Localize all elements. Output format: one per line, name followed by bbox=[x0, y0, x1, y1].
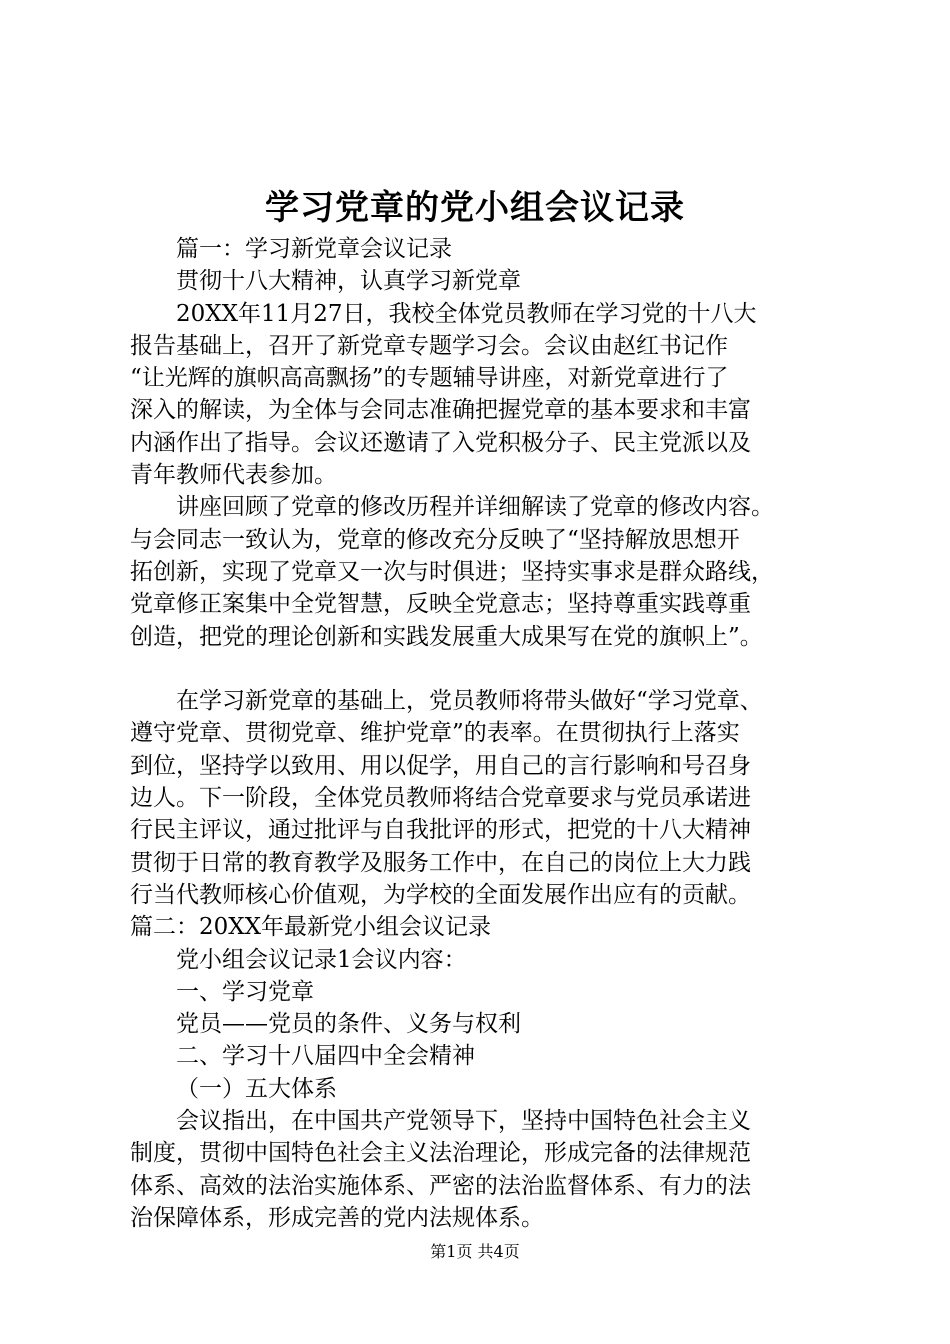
text-line: 报告基础上，召开了新党章专题学习会。会议由赵红书记作 bbox=[130, 332, 728, 359]
document-body bbox=[130, 233, 850, 1234]
text-line: 贯彻十八大精神，认真学习新党章 bbox=[176, 268, 521, 295]
text-line: 拓创新，实现了党章又一次与时俱进；坚持实事求是群众路线， bbox=[130, 558, 774, 585]
text-line: 党章修正案集中全党智慧，反映全党意志；坚持尊重实践尊重 bbox=[130, 591, 751, 618]
text-line: 创造，把党的理论创新和实践发展重大成果写在党的旗帜上”。 bbox=[130, 623, 763, 650]
text-line: 深入的解读，为全体与会同志准确把握党章的基本要求和丰富 bbox=[130, 397, 751, 424]
text-line: （一）五大体系 bbox=[176, 1075, 337, 1102]
text-line: 与会同志一致认为，党章的修改充分反映了“坚持解放思想开 bbox=[130, 526, 740, 553]
text-line: “让光辉的旗帜高高飘扬”的专题辅导讲座，对新党章进行了 bbox=[130, 365, 729, 392]
text-line: 二、学习十八届四中全会精神 bbox=[176, 1043, 475, 1070]
text-line: 党小组会议记录1会议内容： bbox=[176, 946, 467, 973]
text-line: 贯彻于日常的教育教学及服务工作中，在自己的岗位上大力践 bbox=[130, 849, 751, 876]
document-title: 学习党章的党小组会议记录 bbox=[265, 188, 685, 228]
text-line: 一、学习党章 bbox=[176, 978, 314, 1005]
text-line: 讲座回顾了党章的修改历程并详细解读了党章的修改内容。 bbox=[176, 494, 774, 521]
text-line: 在学习新党章的基础上，党员教师将带头做好“学习党章、 bbox=[176, 688, 763, 715]
text-line: 内涵作出了指导。会议还邀请了入党积极分子、民主党派以及 bbox=[130, 429, 751, 456]
text-line: 治保障体系，形成完善的党内法规体系。 bbox=[130, 1204, 544, 1231]
text-line: 边人。下一阶段，全体党员教师将结合党章要求与党员承诺进 bbox=[130, 785, 751, 812]
text-line: 篇二：20XX年最新党小组会议记录 bbox=[130, 914, 492, 941]
text-line: 到位，坚持学以致用、用以促学，用自己的言行影响和号召身 bbox=[130, 752, 751, 779]
text-line: 制度，贯彻中国特色社会主义法治理论，形成完备的法律规范 bbox=[130, 1140, 751, 1167]
text-line: 遵守党章、贯彻党章、维护党章”的表率。在贯彻执行上落实 bbox=[130, 720, 740, 747]
text-line: 行当代教师核心价值观，为学校的全面发展作出应有的贡献。 bbox=[130, 881, 751, 908]
text-line: 党员——党员的条件、义务与权利 bbox=[176, 1011, 521, 1038]
blank-line bbox=[130, 653, 850, 685]
text-line: 20XX年11月27日，我校全体党员教师在学习党的十八大 bbox=[176, 300, 757, 327]
page-footer: 第1页 共4页 bbox=[430, 1242, 520, 1261]
text-line: 青年教师代表参加。 bbox=[130, 462, 337, 489]
text-line: 体系、高效的法治实施体系、严密的法治监督体系、有力的法 bbox=[130, 1172, 751, 1199]
text-line: 会议指出，在中国共产党领导下，坚持中国特色社会主义 bbox=[176, 1108, 751, 1135]
text-line: 篇一：学习新党章会议记录 bbox=[176, 236, 452, 262]
text-line: 行民主评议，通过批评与自我批评的形式，把党的十八大精神 bbox=[130, 817, 751, 844]
